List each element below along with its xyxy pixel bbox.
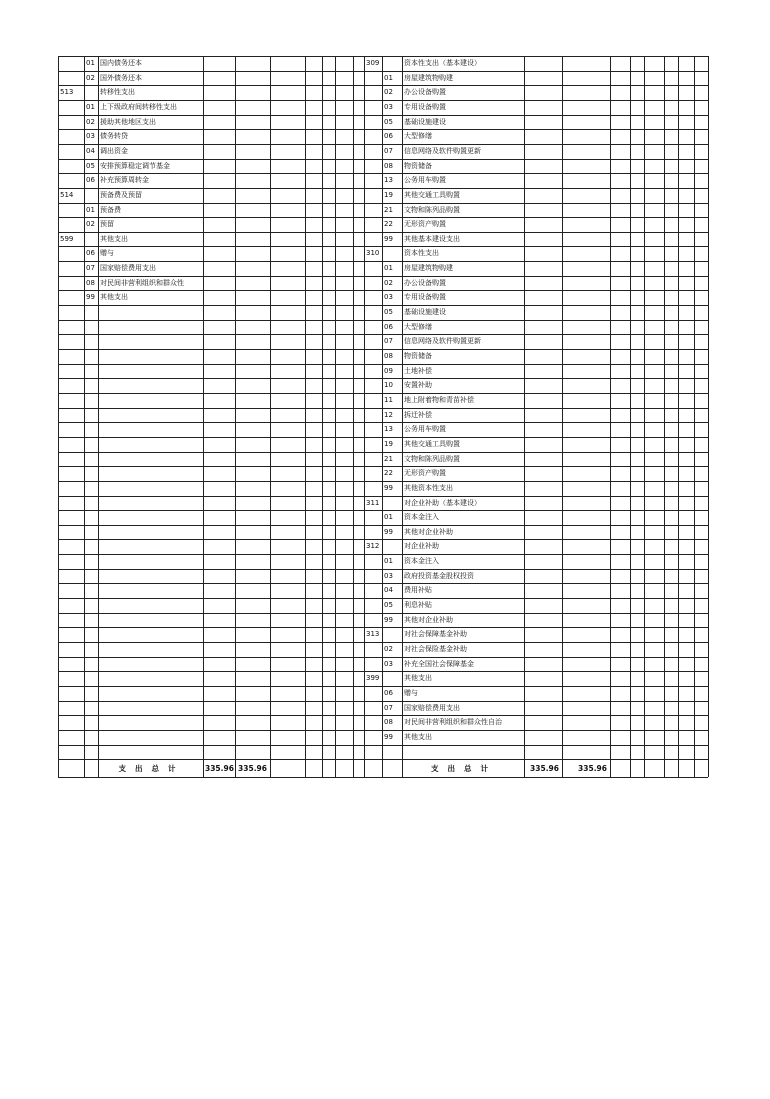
item-name: 其他支出	[100, 293, 128, 302]
item-name: 安排预算稳定调节基金	[100, 161, 170, 170]
item-name: 基础设施建设	[404, 117, 446, 126]
class-code	[364, 349, 382, 364]
class-code: 313	[366, 630, 380, 639]
table-row	[364, 364, 708, 379]
item-name: 物资储备	[404, 352, 432, 360]
item-name: 其他交通工具购置	[404, 439, 460, 448]
class-code	[58, 261, 84, 276]
item-name: 对企业补助	[404, 542, 439, 551]
item-code	[382, 56, 402, 71]
item-code: 01	[384, 513, 393, 522]
class-code	[364, 100, 382, 115]
item-name: 补充全国社会保障基金	[404, 659, 474, 668]
item-name: 费用补贴	[404, 586, 432, 595]
item-name: 资本金注入	[404, 513, 439, 522]
item-code: 06	[384, 688, 393, 697]
item-name: 上下级政府间转移性支出	[100, 102, 177, 111]
class-code	[58, 173, 84, 188]
table-row	[364, 554, 708, 569]
class-code	[364, 730, 382, 745]
class-code	[364, 334, 382, 349]
item-name: 其他交通工具购置	[404, 190, 460, 199]
item-code: 10	[384, 381, 393, 390]
item-name: 对社会保障基金补助	[404, 630, 467, 639]
table-row	[364, 701, 708, 716]
table-row	[58, 246, 364, 261]
table-row	[364, 56, 708, 71]
item-code: 05	[384, 308, 393, 317]
table-row	[364, 686, 708, 701]
grid-line	[708, 56, 709, 777]
table-row	[364, 452, 708, 467]
class-code	[58, 276, 84, 291]
item-name: 利息补贴	[404, 601, 432, 610]
table-row	[364, 378, 708, 393]
item-code: 03	[86, 132, 95, 141]
item-code: 19	[384, 439, 393, 448]
class-code	[364, 554, 382, 569]
table-row	[58, 188, 364, 203]
item-code: 05	[86, 161, 95, 170]
item-name: 对民间非营利组织和群众性	[100, 278, 184, 287]
table-row	[364, 217, 708, 232]
item-name: 赠与	[404, 688, 418, 697]
item-code	[84, 232, 98, 247]
class-code	[364, 422, 382, 437]
class-code	[58, 71, 84, 86]
table-row	[364, 188, 708, 203]
item-name: 资本性支出	[404, 249, 439, 258]
class-code	[364, 203, 382, 218]
table-row	[58, 159, 364, 174]
table-row	[364, 144, 708, 159]
table-row	[364, 129, 708, 144]
class-code: 514	[60, 190, 74, 199]
class-code	[58, 129, 84, 144]
item-name: 无形资产购置	[404, 220, 446, 229]
table-row	[364, 305, 708, 320]
table-row	[364, 496, 708, 511]
table-row	[364, 613, 708, 628]
class-code	[364, 85, 382, 100]
item-code: 01	[384, 557, 393, 566]
item-name: 国家赔偿费用支出	[100, 264, 156, 273]
item-name: 预留	[100, 220, 114, 229]
table-row	[58, 115, 364, 130]
item-code: 06	[384, 132, 393, 141]
item-name: 信息网络及软件购置更新	[404, 146, 481, 155]
table-row	[364, 173, 708, 188]
item-code: 02	[86, 117, 95, 126]
item-code: 19	[384, 190, 393, 199]
class-code	[364, 437, 382, 452]
item-code: 02	[384, 278, 393, 287]
item-code: 07	[384, 703, 393, 712]
table-row	[364, 466, 708, 481]
item-code: 09	[384, 366, 393, 375]
item-code: 02	[86, 220, 95, 229]
item-code: 99	[86, 293, 95, 302]
item-name: 物资储备	[404, 161, 432, 170]
class-code: 399	[366, 674, 380, 683]
item-name: 专用设备购置	[404, 293, 446, 302]
item-code: 13	[384, 425, 393, 434]
item-name: 预备费	[100, 205, 121, 214]
item-name: 转移性支出	[100, 88, 135, 97]
class-code: 312	[366, 542, 380, 551]
class-code	[364, 364, 382, 379]
item-code: 99	[384, 527, 393, 536]
class-code	[364, 613, 382, 628]
item-name: 其他基本建设支出	[404, 234, 460, 243]
table-row	[58, 85, 364, 100]
class-code: 310	[366, 249, 380, 258]
item-code: 08	[384, 718, 393, 727]
item-code: 03	[384, 293, 393, 302]
item-name: 文物和陈列品购置	[404, 205, 460, 214]
total-label: 支出总计	[118, 764, 185, 774]
class-code: 513	[60, 88, 74, 97]
table-row	[58, 276, 364, 291]
table-row	[364, 246, 708, 261]
item-name: 补充预算周转金	[100, 176, 149, 185]
class-code	[364, 173, 382, 188]
class-code	[58, 144, 84, 159]
item-name: 其他支出	[100, 234, 128, 243]
total-value: 335.96	[530, 764, 559, 774]
class-code	[364, 466, 382, 481]
item-name: 公务用车购置	[404, 176, 446, 185]
item-name: 大型修缮	[404, 132, 432, 141]
class-code	[364, 510, 382, 525]
item-name: 预备费及预留	[100, 190, 142, 199]
item-code: 21	[384, 205, 393, 214]
class-code: 309	[366, 59, 380, 67]
item-name: 专用设备购置	[404, 102, 446, 111]
class-code	[364, 276, 382, 291]
item-code	[382, 246, 402, 261]
class-code	[364, 305, 382, 320]
table-row	[364, 276, 708, 291]
item-name: 调出资金	[100, 146, 128, 155]
item-name: 地上附着物和青苗补偿	[404, 395, 474, 404]
grid-line	[58, 777, 708, 778]
item-name: 信息网络及软件购置更新	[404, 337, 481, 346]
item-code: 02	[384, 645, 393, 653]
table-row	[58, 232, 364, 247]
table-row	[58, 100, 364, 115]
class-code	[364, 71, 382, 86]
class-code	[364, 320, 382, 335]
table-row	[364, 71, 708, 86]
total-label: 支出总计	[431, 764, 497, 774]
item-name: 对社会保险基金补助	[404, 645, 467, 653]
item-name: 援助其他地区支出	[100, 117, 156, 126]
item-code	[382, 496, 402, 511]
class-code	[58, 246, 84, 261]
item-code: 01	[384, 73, 393, 82]
class-code	[364, 159, 382, 174]
item-code	[84, 85, 98, 100]
class-code	[364, 598, 382, 613]
item-name: 政府投资基金股权投资	[404, 571, 474, 580]
total-value: 335.96	[238, 764, 267, 774]
item-name: 资本金注入	[404, 557, 439, 566]
table-row	[364, 481, 708, 496]
item-name: 国内债务还本	[100, 59, 142, 67]
table-row	[364, 290, 708, 305]
item-name: 债务转贷	[100, 132, 128, 141]
class-code	[58, 115, 84, 130]
table-row	[364, 730, 708, 745]
table-row	[58, 129, 364, 144]
item-code: 03	[384, 102, 393, 111]
item-code: 99	[384, 732, 393, 741]
item-code: 01	[86, 102, 95, 111]
table-row	[364, 320, 708, 335]
table-row	[364, 715, 708, 730]
item-name: 安置补助	[404, 381, 432, 390]
table-row	[364, 85, 708, 100]
item-code: 04	[86, 146, 95, 155]
item-name: 大型修缮	[404, 322, 432, 331]
class-code	[364, 115, 382, 130]
table-row	[364, 642, 708, 657]
item-code: 22	[384, 469, 393, 478]
table-row	[364, 598, 708, 613]
item-code	[84, 188, 98, 203]
class-code	[364, 217, 382, 232]
table-row	[364, 408, 708, 423]
item-name: 文物和陈列品购置	[404, 454, 460, 463]
table-row	[58, 71, 364, 86]
table-row	[364, 539, 708, 554]
item-code: 07	[384, 146, 393, 155]
table-row	[364, 657, 708, 672]
item-code: 13	[384, 176, 393, 185]
table-row	[364, 115, 708, 130]
table-row	[364, 510, 708, 525]
item-name: 其他资本性支出	[404, 483, 453, 492]
item-code: 07	[384, 337, 393, 346]
total-row-left	[58, 761, 364, 777]
item-name: 其他对企业补助	[404, 527, 453, 536]
item-code: 03	[384, 659, 393, 668]
class-code	[364, 290, 382, 305]
item-name: 对企业补助（基本建设）	[404, 498, 481, 507]
item-name: 无形资产购置	[404, 469, 446, 478]
table-row	[364, 261, 708, 276]
item-code: 12	[384, 410, 393, 419]
class-code: 311	[366, 498, 380, 507]
item-name: 其他对企业补助	[404, 615, 453, 624]
item-name: 公务用车购置	[404, 425, 446, 434]
item-name: 拆迁补偿	[404, 410, 432, 419]
table-row	[58, 217, 364, 232]
item-name: 国家赔偿费用支出	[404, 703, 460, 712]
class-code	[364, 232, 382, 247]
item-code: 99	[384, 483, 393, 492]
class-code	[364, 715, 382, 730]
table-row	[58, 173, 364, 188]
item-code: 21	[384, 454, 393, 463]
class-code	[364, 569, 382, 584]
class-code	[364, 642, 382, 657]
table-row	[364, 569, 708, 584]
item-code: 06	[86, 249, 95, 258]
item-code: 08	[384, 352, 393, 360]
item-code: 99	[384, 234, 393, 243]
class-code	[364, 525, 382, 540]
class-code: 599	[60, 234, 74, 243]
item-code: 07	[86, 264, 95, 273]
table-row	[364, 393, 708, 408]
table-row	[58, 203, 364, 218]
table-row	[58, 144, 364, 159]
table-row	[58, 290, 364, 305]
item-code: 01	[86, 205, 95, 214]
item-code: 05	[384, 601, 393, 610]
class-code	[364, 686, 382, 701]
item-name: 土地补偿	[404, 366, 432, 375]
class-code	[364, 393, 382, 408]
item-name: 资本性支出（基本建设）	[404, 59, 481, 67]
class-code	[364, 657, 382, 672]
table-row	[364, 334, 708, 349]
class-code	[364, 408, 382, 423]
item-name: 办公设备购置	[404, 278, 446, 287]
item-name: 其他支出	[404, 732, 432, 741]
class-code	[364, 129, 382, 144]
item-name: 对民间非营利组织和群众性自治	[404, 718, 502, 727]
class-code	[364, 378, 382, 393]
table-row	[364, 232, 708, 247]
item-name: 基础设施建设	[404, 308, 446, 317]
class-code	[58, 290, 84, 305]
total-row-right	[364, 761, 708, 777]
total-value: 335.96	[205, 764, 234, 774]
item-code: 02	[86, 73, 95, 82]
item-name: 赠与	[100, 249, 114, 258]
class-code	[364, 701, 382, 716]
item-code	[382, 539, 402, 554]
item-name: 房屋建筑物购建	[404, 73, 453, 82]
item-code	[382, 671, 402, 686]
item-code: 99	[384, 615, 393, 624]
class-code	[364, 261, 382, 276]
table-row	[364, 159, 708, 174]
item-code: 05	[384, 117, 393, 126]
table-row	[364, 627, 708, 642]
class-code	[58, 203, 84, 218]
item-code: 22	[384, 220, 393, 229]
table-row	[364, 671, 708, 686]
item-code: 03	[384, 571, 393, 580]
item-code: 01	[86, 59, 95, 67]
item-code: 06	[86, 176, 95, 185]
item-code: 02	[384, 88, 393, 97]
class-code	[364, 144, 382, 159]
class-code	[58, 100, 84, 115]
item-name: 其他支出	[404, 674, 432, 683]
class-code	[364, 452, 382, 467]
table-row	[364, 525, 708, 540]
class-code	[364, 583, 382, 598]
total-value: 335.96	[578, 764, 607, 774]
table-row	[58, 56, 364, 71]
item-code: 01	[384, 264, 393, 273]
item-code: 11	[384, 395, 393, 404]
item-code: 08	[86, 278, 95, 287]
class-code	[58, 217, 84, 232]
class-code	[58, 56, 84, 71]
table-row	[364, 437, 708, 452]
item-name: 办公设备购置	[404, 88, 446, 97]
item-code: 08	[384, 161, 393, 170]
item-code: 06	[384, 322, 393, 331]
class-code	[364, 188, 382, 203]
item-code: 04	[384, 586, 393, 595]
table-row	[364, 583, 708, 598]
item-name: 国外债务还本	[100, 73, 142, 82]
table-row	[364, 203, 708, 218]
table-row	[58, 261, 364, 276]
class-code	[58, 159, 84, 174]
item-code	[382, 627, 402, 642]
budget-expenditure-table	[58, 56, 708, 785]
class-code	[364, 481, 382, 496]
item-name: 房屋建筑物购建	[404, 264, 453, 273]
table-row	[364, 422, 708, 437]
table-row	[364, 100, 708, 115]
table-row	[364, 349, 708, 364]
